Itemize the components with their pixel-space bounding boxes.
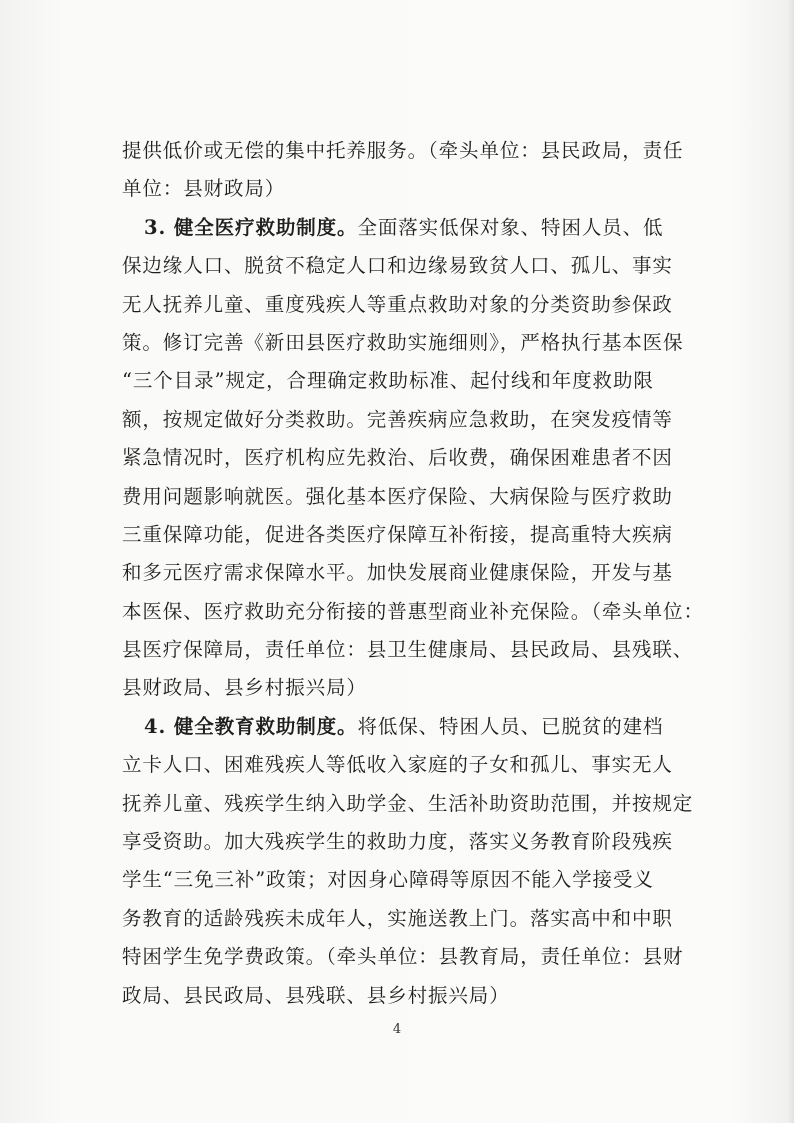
text-line: 立卡人口、困难残疾人等低收入家庭的子女和孤儿、事实无人: [122, 753, 673, 777]
section-3-intro: 全面落实低保对象、特困人员、低: [357, 215, 664, 239]
text-line: 策。修订完善《新田县医疗救助实施细则》，严格执行基本医保: [122, 330, 684, 354]
page-number: 4: [392, 1022, 402, 1037]
text-line: 享受资助。加大残疾学生的救助力度，落实义务教育阶段残疾: [122, 830, 673, 854]
text-line: 和多元医疗需求保障水平。加快发展商业健康保险，开发与基: [122, 561, 673, 585]
text-line: 县医疗保障局，责任单位：县卫生健康局、县民政局、县残联、: [122, 638, 694, 662]
text-line: “三个目录”规定，合理确定救助标准、起付线和年度救助限: [122, 369, 654, 393]
section-4-heading: 4. 健全教育救助制度。: [144, 714, 358, 738]
text-line: 紧急情况时，医疗机构应先救治、后收费，确保困难患者不因: [122, 446, 673, 470]
text-line: 学生“三免三补”政策；对因身心障碍等原因不能入学接受义: [122, 868, 654, 892]
text-line: 单位：县财政局）: [122, 177, 286, 201]
section-3-heading: 3. 健全医疗救助制度。: [144, 215, 358, 239]
text-line: 务教育的适龄残疾未成年人，实施送教上门。落实高中和中职: [122, 906, 673, 930]
text-line: 额，按规定做好分类救助。完善疾病应急救助，在突发疫情等: [122, 407, 673, 431]
text-line: 费用问题影响就医。强化基本医疗保险、大病保险与医疗救助: [122, 484, 673, 508]
text-line: 三重保障功能，促进各类医疗保障互补衔接，提高重特大疾病: [122, 522, 673, 546]
text-line: 特困学生免学费政策。（牵头单位：县教育局，责任单位：县财: [122, 945, 684, 969]
section-3-first-line: [122, 209, 702, 247]
section-4-first-line: [122, 708, 702, 746]
text-line: 本医保、医疗救助充分衔接的普惠型商业补充保险。（牵头单位：: [122, 599, 704, 623]
text-line: 政局、县民政局、县残联、县乡村振兴局）: [122, 983, 510, 1007]
text-line: 无人抚养儿童、重度残疾人等重点救助对象的分类资助参保政: [122, 292, 673, 316]
text-line: 提供低价或无偿的集中托养服务。（牵头单位：县民政局，责任: [122, 139, 684, 162]
body-text: [122, 132, 702, 1015]
section-4-intro: 将低保、特困人员、已脱贫的建档: [357, 714, 664, 738]
text-line: 抚养儿童、残疾学生纳入助学金、生活补助资助范围，并按规定: [122, 791, 694, 815]
text-line: 县财政局、县乡村振兴局）: [122, 676, 367, 700]
text-line: 保边缘人口、脱贫不稳定人口和边缘易致贫人口、孤儿、事实: [122, 254, 673, 278]
